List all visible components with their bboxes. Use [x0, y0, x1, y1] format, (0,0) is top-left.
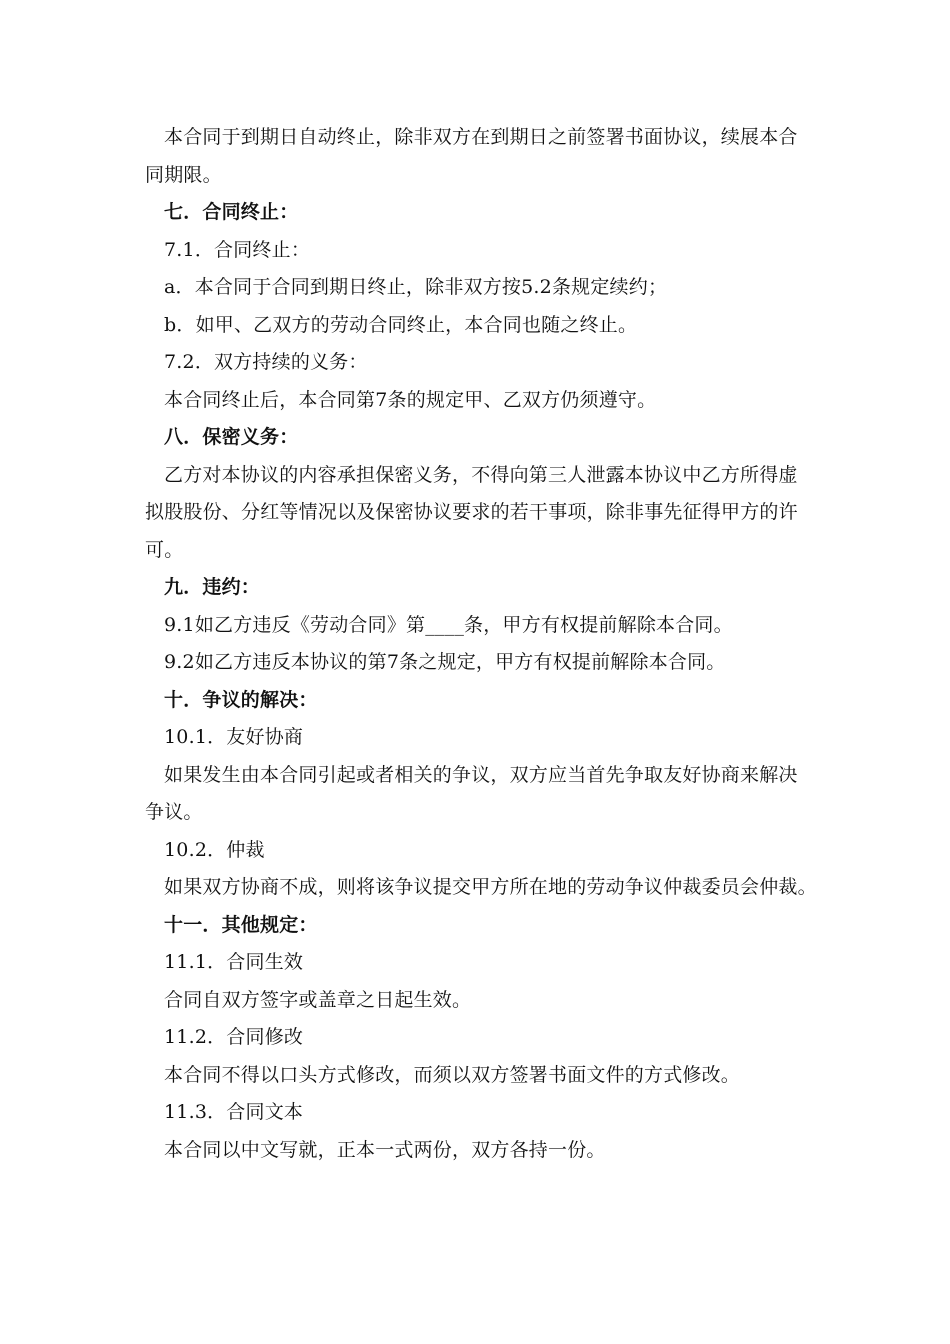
text-line: a．本合同于合同到期日终止，除非双方按5.2条规定续约； [164, 276, 668, 298]
text-line: 拟股股份、分红等情况以及保密协议要求的若干事项，除非事先征得甲方的许 [145, 501, 798, 523]
section-heading: 十一．其他规定： [164, 913, 318, 936]
text-line: 乙方对本协议的内容承担保密义务，不得向第三人泄露本协议中乙方所得虚 [164, 463, 798, 486]
section-heading: 九．违约： [164, 576, 261, 598]
text-line: 合同自双方签字或盖章之日起生效。 [164, 988, 472, 1011]
text-line: 本合同于到期日自动终止，除非双方在到期日之前签署书面协议，续展本合 [164, 126, 798, 148]
section-heading: 八．保密义务： [164, 426, 299, 448]
text-line: 本合同终止后，本合同第7条的规定甲、乙双方仍须遵守。 [164, 388, 657, 411]
text-line: 可。 [145, 538, 184, 561]
text-line: 11.2．合同修改 [164, 1026, 304, 1048]
text-line: 本合同以中文写就，正本一式两份，双方各持一份。 [164, 1138, 606, 1161]
text-line: 如果双方协商不成，则将该争议提交甲方所在地的劳动争议仲裁委员会仲裁。 [164, 876, 817, 898]
text-line: 10.1．友好协商 [164, 726, 304, 748]
document-body [145, 119, 817, 1169]
text-line: 争议。 [145, 801, 203, 823]
text-line: 本合同不得以口头方式修改，而须以双方签署书面文件的方式修改。 [164, 1063, 741, 1086]
section-heading: 十．争议的解决： [164, 688, 318, 711]
text-line: 9.1如乙方违反《劳动合同》第____条，甲方有权提前解除本合同。 [164, 613, 733, 636]
section-heading: 七．合同终止： [164, 201, 299, 223]
text-line: b．如甲、乙双方的劳动合同终止，本合同也随之终止。 [164, 313, 638, 336]
text-line: 11.3．合同文本 [164, 1101, 304, 1123]
text-line: 10.2．仲裁 [164, 838, 265, 861]
text-line: 11.1．合同生效 [164, 951, 304, 973]
text-line: 7.1．合同终止： [164, 238, 311, 261]
text-line: 如果发生由本合同引起或者相关的争议，双方应当首先争取友好协商来解决 [164, 763, 798, 786]
text-line: 7.2．双方持续的义务： [164, 351, 368, 373]
text-line: 同期限。 [145, 163, 222, 186]
text-line: 9.2如乙方违反本协议的第7条之规定，甲方有权提前解除本合同。 [164, 651, 726, 673]
